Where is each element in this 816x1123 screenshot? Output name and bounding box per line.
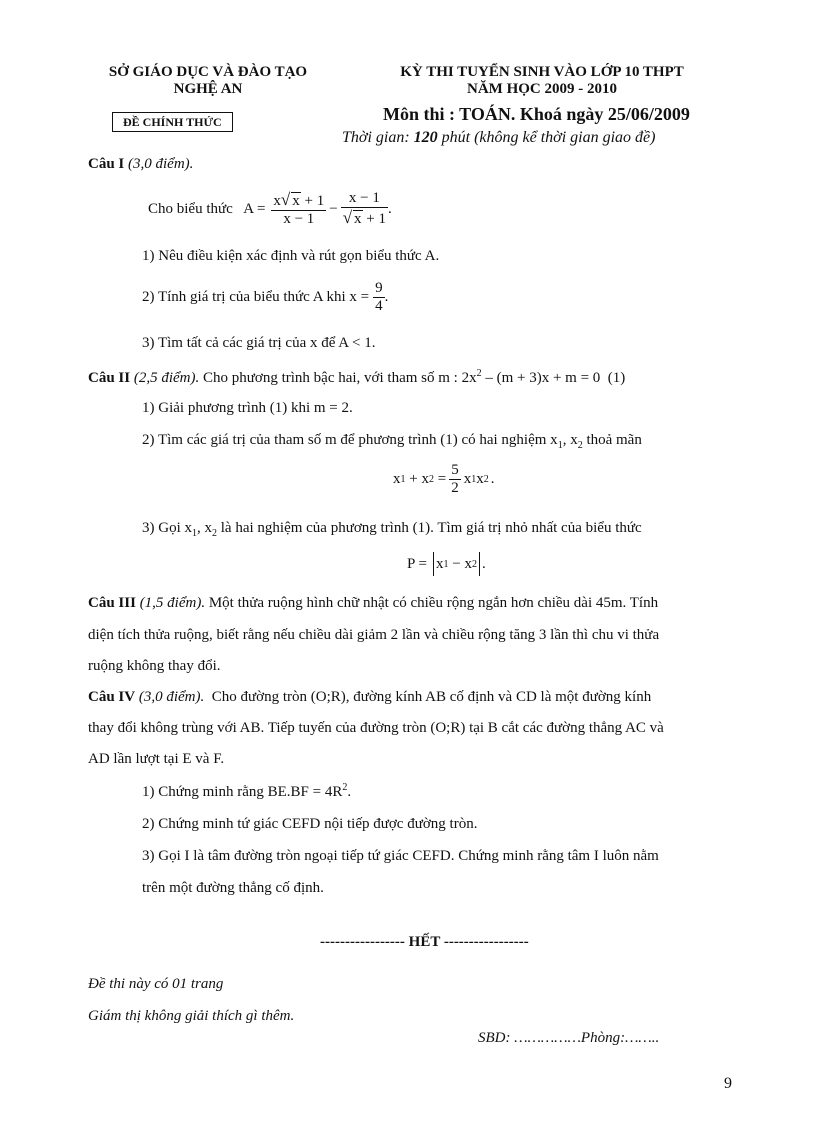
q2-item-2-a: 2) Tìm các giá trị của tham số m để phương trình (1) có hai nghiệm x bbox=[142, 432, 558, 448]
q2-eq-lhs-b: + x bbox=[405, 471, 429, 488]
q2-intro-b: – (m + 3)x + m = 0 (1) bbox=[481, 370, 626, 386]
q2-p-s2: 2 bbox=[471, 558, 477, 570]
department-line-2: NGHỆ AN bbox=[173, 81, 243, 97]
q1-fraction-2-denominator bbox=[341, 208, 388, 228]
q2-eq-lhs-s1: 1 bbox=[400, 474, 406, 486]
q2-item-1: 1) Giải phương trình (1) khi m = 2. bbox=[142, 400, 353, 416]
q4-text-1: Cho đường tròn (O;R), đường kính AB cố định và CD là một đường kính bbox=[204, 689, 652, 705]
q2-points: (2,5 điểm). bbox=[133, 370, 200, 386]
q4-item-2: 2) Chứng minh tứ giác CEFD nội tiếp được đường tròn. bbox=[142, 816, 478, 832]
q1-plus-1-2: + 1 bbox=[366, 211, 387, 228]
q2-p-s1: 1 bbox=[443, 558, 449, 570]
q2-item-2-b: , x bbox=[562, 432, 578, 448]
q4-points: (3,0 điểm). bbox=[138, 689, 205, 705]
q1-item-2 bbox=[142, 280, 388, 316]
q1-intro: Cho biểu thức A = bbox=[148, 200, 266, 217]
q3-label: Câu III bbox=[88, 595, 136, 611]
q2-eq-rhs-a: x bbox=[463, 471, 472, 488]
q2-p-expression bbox=[407, 552, 486, 576]
q1-fraction-1-numerator bbox=[271, 190, 326, 211]
q3-line-1 bbox=[88, 595, 658, 612]
q2-item-2-c: thoả mãn bbox=[582, 432, 642, 448]
q4-item-1 bbox=[142, 782, 351, 801]
q2-p-lhs: P = bbox=[407, 555, 427, 572]
end-mark: ----------------- HẾT ----------------- bbox=[320, 934, 529, 950]
q3-line-2: diện tích thửa ruộng, biết rằng nếu chiều dài giảm 2 lần và chiều rộng tăng 3 lần thì chu vi thửa bbox=[88, 627, 660, 643]
q2-condition-equation bbox=[393, 462, 494, 498]
q2-eq-rhs-b: x bbox=[476, 471, 484, 488]
q3-line-3: ruộng không thay đổi. bbox=[88, 658, 221, 674]
q2-eq-rhs-s1: 1 bbox=[471, 474, 477, 486]
q2-eq-rhs-s2: 2 bbox=[483, 474, 489, 486]
department-line-1: SỞ GIÁO DỤC VÀ ĐÀO TẠO bbox=[108, 64, 308, 80]
q2-item-3-b: , x bbox=[197, 520, 212, 536]
q1-fraction-1-denominator: x − 1 bbox=[283, 211, 315, 228]
q2-item-3 bbox=[142, 520, 642, 539]
q1-expr-end: . bbox=[388, 200, 392, 217]
q4-line-2: thay đổi không trùng với AB. Tiếp tuyến của đường tròn (O;R) tại B cắt các đường thẳng AC và bbox=[88, 720, 664, 736]
abs-bar-right bbox=[479, 552, 480, 576]
q2-heading bbox=[88, 368, 625, 387]
q2-intro-sup: 2 bbox=[476, 368, 482, 379]
time-prefix: Thời gian: bbox=[342, 129, 414, 146]
q1-sqrt-x: x bbox=[292, 193, 300, 209]
q2-item-2-s1: 1 bbox=[557, 440, 563, 451]
q1-heading bbox=[88, 156, 193, 173]
q2-item-3-s1: 1 bbox=[192, 528, 197, 539]
q2-item-3-c: là hai nghiệm của phương trình (1). Tìm giá trị nhỏ nhất của biểu thức bbox=[217, 520, 642, 536]
q1-item-2-denominator: 4 bbox=[375, 298, 383, 315]
exam-title bbox=[352, 64, 732, 98]
official-badge bbox=[112, 114, 233, 131]
sqrt-icon: √ bbox=[342, 208, 353, 228]
q3-text-1: Một thửa ruộng hình chữ nhật có chiều rộng ngắn hơn chiều dài 45m. Tính bbox=[205, 595, 659, 611]
q2-intro-a: Cho phương trình bậc hai, với tham số m : 2x bbox=[199, 370, 477, 386]
q1-minus: − bbox=[329, 200, 338, 217]
q4-line-3: AD lần lượt tại E và F. bbox=[88, 751, 225, 767]
time-suffix: phút (không kể thời gian giao đề) bbox=[437, 129, 656, 146]
q4-item-1-sup: 2 bbox=[342, 782, 348, 793]
q1-fraction-1 bbox=[271, 190, 326, 229]
q2-eq-numerator: 5 bbox=[449, 462, 461, 480]
q2-eq-lhs-a: x bbox=[393, 471, 401, 488]
subject-line: Môn thi : TOÁN. Khoá ngày 25/06/2009 bbox=[383, 104, 690, 124]
q1-x: x bbox=[273, 193, 281, 209]
q1-expression bbox=[148, 190, 392, 229]
page-number: 9 bbox=[724, 1075, 732, 1092]
q1-item-3: 3) Tìm tất cả các giá trị của x để A < 1. bbox=[142, 335, 376, 351]
q1-fraction-2-numerator: x − 1 bbox=[341, 190, 388, 208]
q4-item-1-a: 1) Chứng minh rằng BE.BF = 4R bbox=[142, 784, 343, 800]
abs-bar-left bbox=[433, 552, 434, 576]
q4-item-1-end: . bbox=[347, 784, 352, 800]
q2-item-2-s2: 2 bbox=[577, 440, 583, 451]
q1-fraction-2 bbox=[341, 190, 388, 229]
q2-eq-denominator: 2 bbox=[451, 480, 459, 497]
q1-plus-1: + 1 bbox=[304, 193, 325, 209]
department-name bbox=[88, 64, 328, 98]
q1-sqrt-x-2: x bbox=[354, 211, 362, 228]
q2-label: Câu II bbox=[88, 370, 131, 386]
school-year: NĂM HỌC 2009 - 2010 bbox=[467, 81, 617, 97]
q4-label: Câu IV bbox=[88, 689, 136, 705]
sqrt-icon: √ bbox=[280, 190, 291, 209]
q4-item-3-line-1: 3) Gọi I là tâm đường tròn ngoại tiếp tứ giác CEFD. Chứng minh rằng tâm I luôn nằm bbox=[142, 848, 659, 864]
q1-item-2-numerator: 9 bbox=[373, 280, 385, 298]
q2-p-end: . bbox=[481, 555, 486, 572]
q3-points: (1,5 điểm). bbox=[139, 595, 206, 611]
time-line bbox=[342, 129, 655, 147]
q2-item-3-s2: 2 bbox=[212, 528, 217, 539]
q1-item-1: 1) Nêu điều kiện xác định và rút gọn biểu thức A. bbox=[142, 248, 440, 264]
q2-p-a: x bbox=[436, 555, 444, 572]
official-label: ĐỀ CHÍNH THỨC bbox=[112, 112, 233, 132]
q4-item-3-line-2: trên một đường thẳng cố định. bbox=[142, 880, 324, 896]
note-pages: Đề thi này có 01 trang bbox=[88, 976, 224, 992]
q1-item-2-fraction bbox=[373, 280, 385, 316]
q2-eq-eq: = bbox=[433, 471, 447, 488]
q2-item-2 bbox=[142, 432, 642, 451]
q2-eq-end: . bbox=[490, 471, 495, 488]
exam-name: KỲ THI TUYỂN SINH VÀO LỚP 10 THPT bbox=[400, 64, 684, 80]
q1-label: Câu I bbox=[88, 156, 125, 172]
note-proctor: Giám thị không giải thích gì thêm. bbox=[88, 1008, 295, 1024]
q2-p-minus: − x bbox=[448, 555, 472, 572]
time-value: 120 bbox=[413, 129, 438, 146]
q2-eq-lhs-s2: 2 bbox=[428, 474, 434, 486]
q2-eq-fraction bbox=[449, 462, 461, 498]
q1-points: (3,0 điểm). bbox=[128, 156, 194, 172]
q2-item-3-a: 3) Gọi x bbox=[142, 520, 192, 536]
q1-item-2-end: . bbox=[384, 289, 389, 306]
q4-line-1 bbox=[88, 689, 651, 706]
candidate-info: SBD: ……………Phòng:…….. bbox=[478, 1030, 660, 1046]
q1-item-2-text: 2) Tính giá trị của biểu thức A khi x = bbox=[142, 289, 370, 306]
